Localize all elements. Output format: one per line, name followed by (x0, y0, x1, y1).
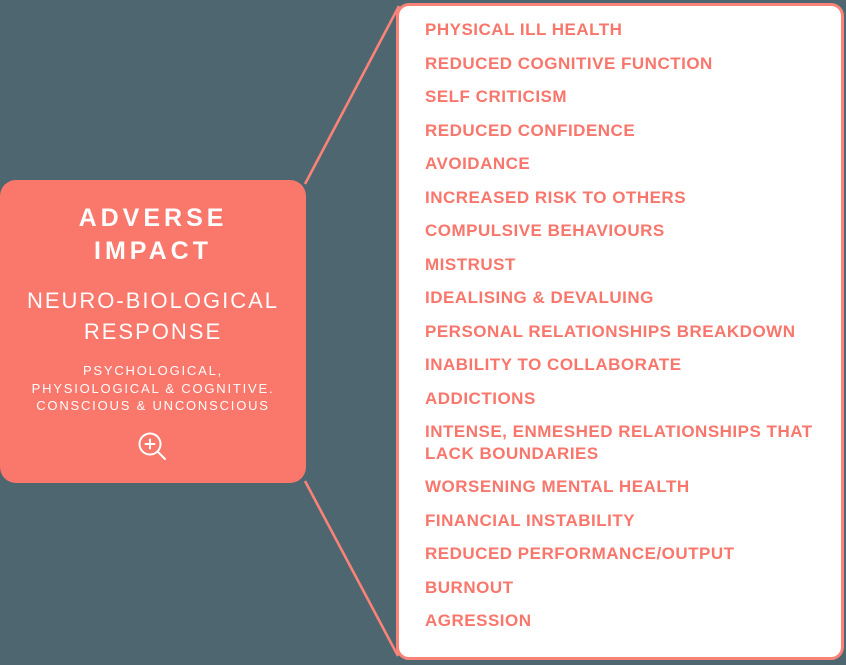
list-item: COMPULSIVE BEHAVIOURS (425, 221, 665, 240)
list-item: MISTRUST (425, 254, 516, 274)
list-item: IDEALISING & DEVALUING (425, 288, 654, 307)
list-item: AGRESSION (425, 611, 532, 630)
adverse-impact-card (0, 180, 306, 483)
card-title: ADVERSE IMPACT (78, 204, 228, 265)
list-item: INTENSE, ENMESHED RELATIONSHIPS THAT LACK BOUNDARIES (425, 422, 813, 463)
list-item: BURNOUT (425, 577, 514, 597)
list-item: PERSONAL RELATIONSHIPS BREAKDOWN (425, 321, 796, 341)
adverse-impact-list-panel (396, 3, 844, 660)
connector-line-bottom (305, 481, 398, 656)
list-item: INCREASED RISK TO OTHERS (425, 187, 687, 207)
zoom-in-magnifier-icon[interactable] (134, 428, 172, 471)
list-item: REDUCED COGNITIVE FUNCTION (425, 53, 713, 73)
card-description-line-2: PHYSIOLOGICAL & COGNITIVE. (31, 380, 275, 396)
connector-line-top (305, 6, 399, 184)
card-description (32, 362, 275, 415)
adverse-impact-list (425, 19, 827, 632)
list-item: REDUCED CONFIDENCE (425, 120, 636, 140)
list-item: AVOIDANCE (425, 154, 531, 173)
list-item: FINANCIAL INSTABILITY (425, 510, 636, 530)
card-description-line-1: PSYCHOLOGICAL, (82, 363, 224, 378)
list-item: INABILITY TO COLLABORATE (425, 355, 682, 374)
list-item: PHYSICAL ILL HEALTH (425, 20, 623, 39)
list-item: ADDICTIONS (425, 388, 536, 408)
list-item: WORSENING MENTAL HEALTH (425, 477, 690, 496)
list-item: REDUCED PERFORMANCE/OUTPUT (425, 544, 735, 563)
card-description-line-3: CONSCIOUS & UNCONSCIOUS (36, 398, 270, 413)
list-item: SELF CRITICISM (425, 87, 568, 106)
card-subtitle: NEURO-BIOLOGICAL RESPONSE (26, 288, 280, 344)
